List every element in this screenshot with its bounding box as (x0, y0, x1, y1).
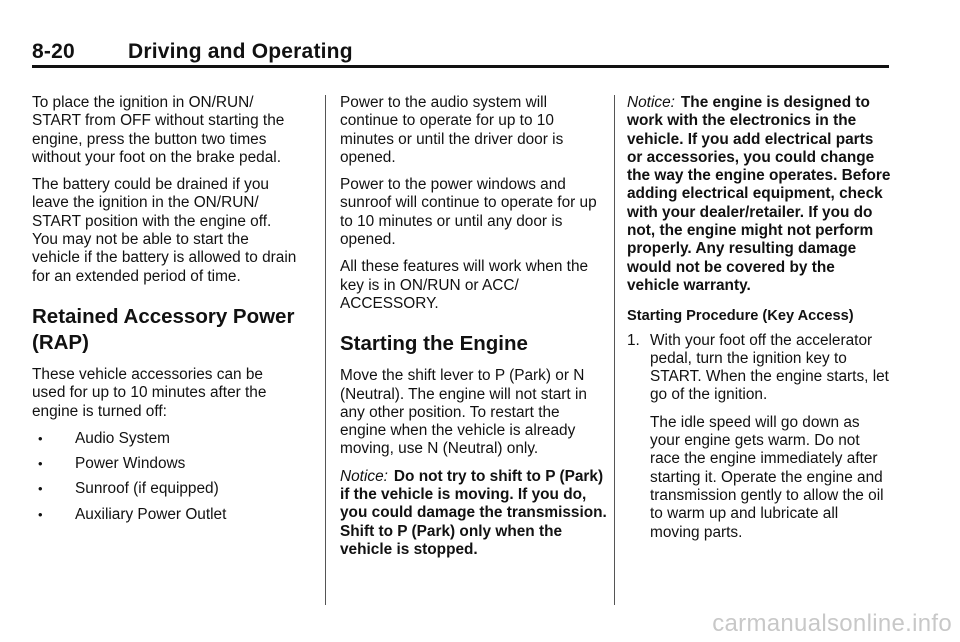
paragraph-window-power: Power to the power windows and sunroof will continue to operate for up to 10 minutes or until any door is opened. (340, 176, 597, 249)
notice-text: Do not try to shift to P (Park) if the vehicle is moving. If you do, you could damage the transmission. Shift to P (Park) only when the vehicle is stopped. (340, 467, 607, 558)
list-item: • Sunroof (if equipped) (38, 480, 219, 498)
step-subtext: The idle speed will go down as your engine gets warm. Do not race the engine immediately after starting it. Operate the engine and transmission gently to allow the oil to warm up and lubricate all moving parts. (650, 413, 884, 541)
page-number: 8-20 (32, 40, 75, 63)
paragraph-ignition-on: To place the ignition in ON/RUN/ START from OFF without starting the engine, press the button two times without your foot on the brake pedal. (32, 94, 285, 166)
watermark-text: carmanualsonline.info (712, 610, 952, 637)
column-3 (627, 94, 891, 551)
header-rule (32, 65, 889, 68)
section-title: Driving and Operating (128, 40, 353, 63)
paragraph-battery-drain: The battery could be drained if you leave the ignition in the ON/RUN/ START position with the engine off. You may not be able to start the vehicle if the battery is allowed to drain for an extended period of time. (32, 176, 297, 285)
notice-shift (340, 468, 608, 559)
notice-label: Notice: (627, 94, 675, 111)
paragraph-shift-lever: Move the shift lever to P (Park) or N (Neutral). The engine will not start in any other position. To restart the engine when the vehicle is already moving, use N (Neutral) only. (340, 367, 587, 458)
notice-label: Notice: (340, 467, 388, 485)
procedure-step-1 (627, 332, 891, 542)
paragraph-rap-intro: These vehicle accessories can be used for up to 10 minutes after the engine is turned off: (32, 365, 267, 420)
column-1 (32, 94, 300, 531)
notice-electronics (627, 94, 891, 295)
rap-accessory-list (32, 430, 300, 524)
heading-rap: Retained Accessory Power (RAP) (32, 304, 295, 354)
paragraph-audio-power: Power to the audio system will continue to operate for up to 10 minutes or until the driver door is opened. (340, 94, 564, 166)
page-header (32, 40, 889, 68)
column-2 (340, 94, 608, 568)
column-divider-1 (325, 95, 326, 605)
paragraph-features-key: All these features will work when the key is in ON/RUN or ACC/ ACCESSORY. (340, 258, 589, 312)
list-item: • Auxiliary Power Outlet (38, 505, 227, 523)
bullet-icon: • (38, 430, 43, 446)
heading-starting-engine: Starting the Engine (340, 332, 528, 356)
step-number: 1. (627, 331, 640, 349)
notice-text: The engine is designed to work with the electronics in the vehicle. If you add electrical parts or accessories, you could change the way the engine operates. Before adding electrical equipment, check with your dealer/retailer. If you do not, the engine might not perform properly. Any resulting damage would not be covered by the vehicle warranty. (627, 94, 891, 294)
bullet-icon: • (38, 481, 43, 497)
bullet-icon: • (38, 506, 43, 522)
list-item: • Audio System (38, 429, 170, 447)
subheading-starting-procedure: Starting Procedure (Key Access) (627, 308, 854, 325)
step-text: With your foot off the accelerator pedal, turn the ignition key to START. When the engine starts, let go of the ignition. (650, 331, 889, 404)
bullet-icon: • (38, 456, 43, 472)
list-item: • Power Windows (38, 455, 186, 473)
column-divider-2 (614, 95, 615, 605)
